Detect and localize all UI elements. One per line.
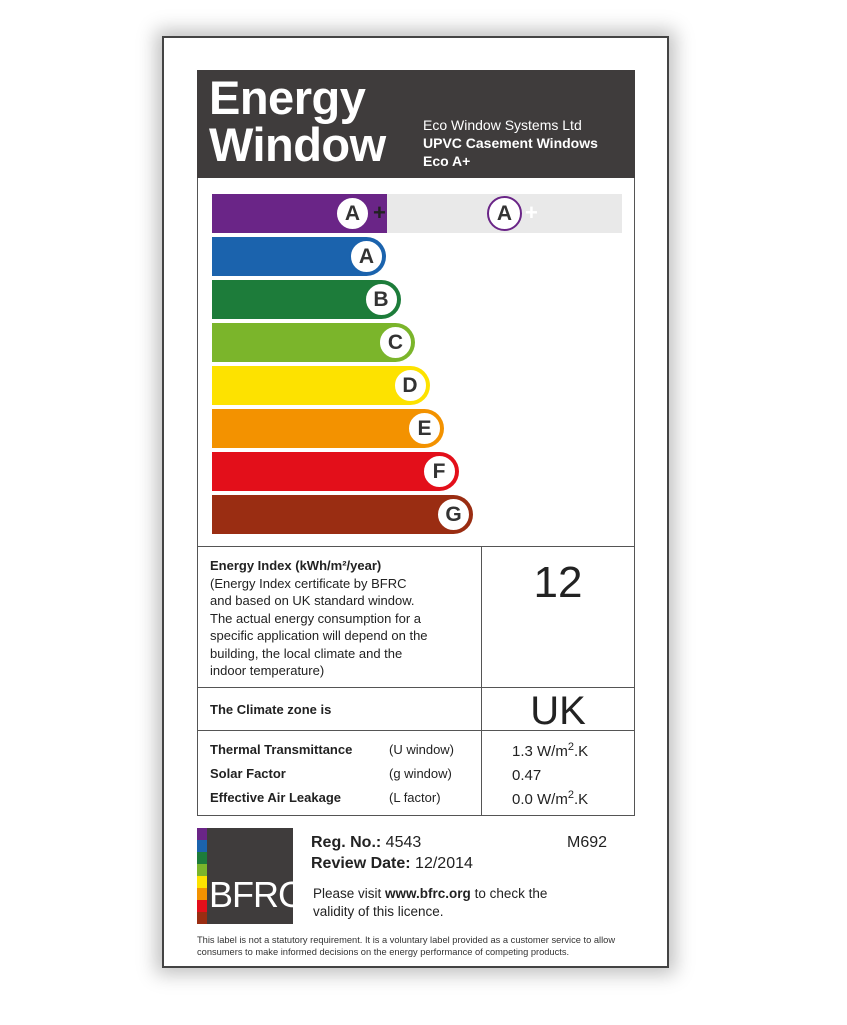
reg-label: Reg. No.: xyxy=(311,834,382,851)
climate-zone-value: UK xyxy=(530,689,586,733)
band-c xyxy=(212,323,415,362)
property-symbol: (U window) xyxy=(389,742,455,757)
band-g-letter: G xyxy=(436,497,471,532)
rating-indicator-suffix: + xyxy=(525,200,538,225)
bfrc-url[interactable]: www.bfrc.org xyxy=(385,886,471,901)
climate-zone-row xyxy=(197,687,635,731)
band-a xyxy=(212,237,386,276)
logo-strip-segment xyxy=(197,900,207,912)
review-value: 12/2014 xyxy=(415,855,473,872)
disclaimer: This label is not a statutory requirement. It is a voluntary label provided as a customer service to allow consumers to make informed decisions on the energy performance of competing products. xyxy=(197,935,616,957)
energy-index-row xyxy=(197,546,635,688)
logo-strip-segment xyxy=(197,912,207,924)
manufacturer-info xyxy=(423,116,598,170)
climate-zone-label: The Climate zone is xyxy=(210,702,332,717)
certificate-code: M692 xyxy=(567,834,608,851)
band-e-letter: E xyxy=(407,411,442,446)
band-a-plus-suffix: + xyxy=(373,200,386,225)
property-symbol: (L factor) xyxy=(389,790,441,805)
band-f xyxy=(212,452,459,491)
energy-index-value: 12 xyxy=(533,558,583,607)
band-f-letter: F xyxy=(422,454,457,489)
band-b-letter: B xyxy=(364,282,399,317)
band-a-letter: A xyxy=(349,239,384,274)
property-value: 0.47 xyxy=(512,767,542,784)
rating-indicator-letter: A xyxy=(487,196,522,231)
energy-index-note: (Energy Index certificate by BFRC and based on UK standard window. The actual energy consumption for a specific application will depend on the building, the local climate and the indoor temperature) xyxy=(210,575,428,678)
band-a-plus-letter: A xyxy=(335,196,370,231)
logo-strip-segment xyxy=(197,840,207,852)
band-d xyxy=(212,366,430,405)
property-name: Effective Air Leakage xyxy=(210,790,342,805)
logo-strip-segment xyxy=(197,828,207,840)
energy-scale xyxy=(197,178,635,546)
model-name: Eco A+ xyxy=(423,153,471,169)
band-g xyxy=(212,495,473,534)
reg-value: 4543 xyxy=(385,834,422,851)
logo-strip-segment xyxy=(197,864,207,876)
property-name: Solar Factor xyxy=(210,766,286,781)
band-b xyxy=(212,280,401,319)
band-c-letter: C xyxy=(378,325,413,360)
property-value: 1.3 $W/m^2.K$ xyxy=(512,741,589,760)
bfrc-logo-text: BFRC xyxy=(209,874,303,915)
band-e xyxy=(212,409,444,448)
properties-row xyxy=(197,730,635,816)
property-symbol: (g window) xyxy=(389,766,452,781)
property-name: Thermal Transmittance xyxy=(210,742,353,757)
review-label: Review Date: xyxy=(311,855,411,872)
band-d-letter: D xyxy=(393,368,428,403)
label-header xyxy=(197,70,635,178)
logo-strip-segment xyxy=(197,876,207,888)
logo-strip-segment xyxy=(197,888,207,900)
label-title: Energy Window xyxy=(209,71,386,171)
logo-strip-segment xyxy=(197,852,207,864)
company-name: Eco Window Systems Ltd xyxy=(423,117,582,133)
product-name: UPVC Casement Windows xyxy=(423,135,598,151)
property-value: 0.0 $W/m^2.K$ xyxy=(512,789,589,808)
bfrc-logo xyxy=(197,828,303,924)
visit-note: Please visit www.bfrc.org to check the validity of this licence. xyxy=(313,886,548,919)
energy-index-heading: Energy Index (kWh/m²/year) xyxy=(210,558,382,573)
